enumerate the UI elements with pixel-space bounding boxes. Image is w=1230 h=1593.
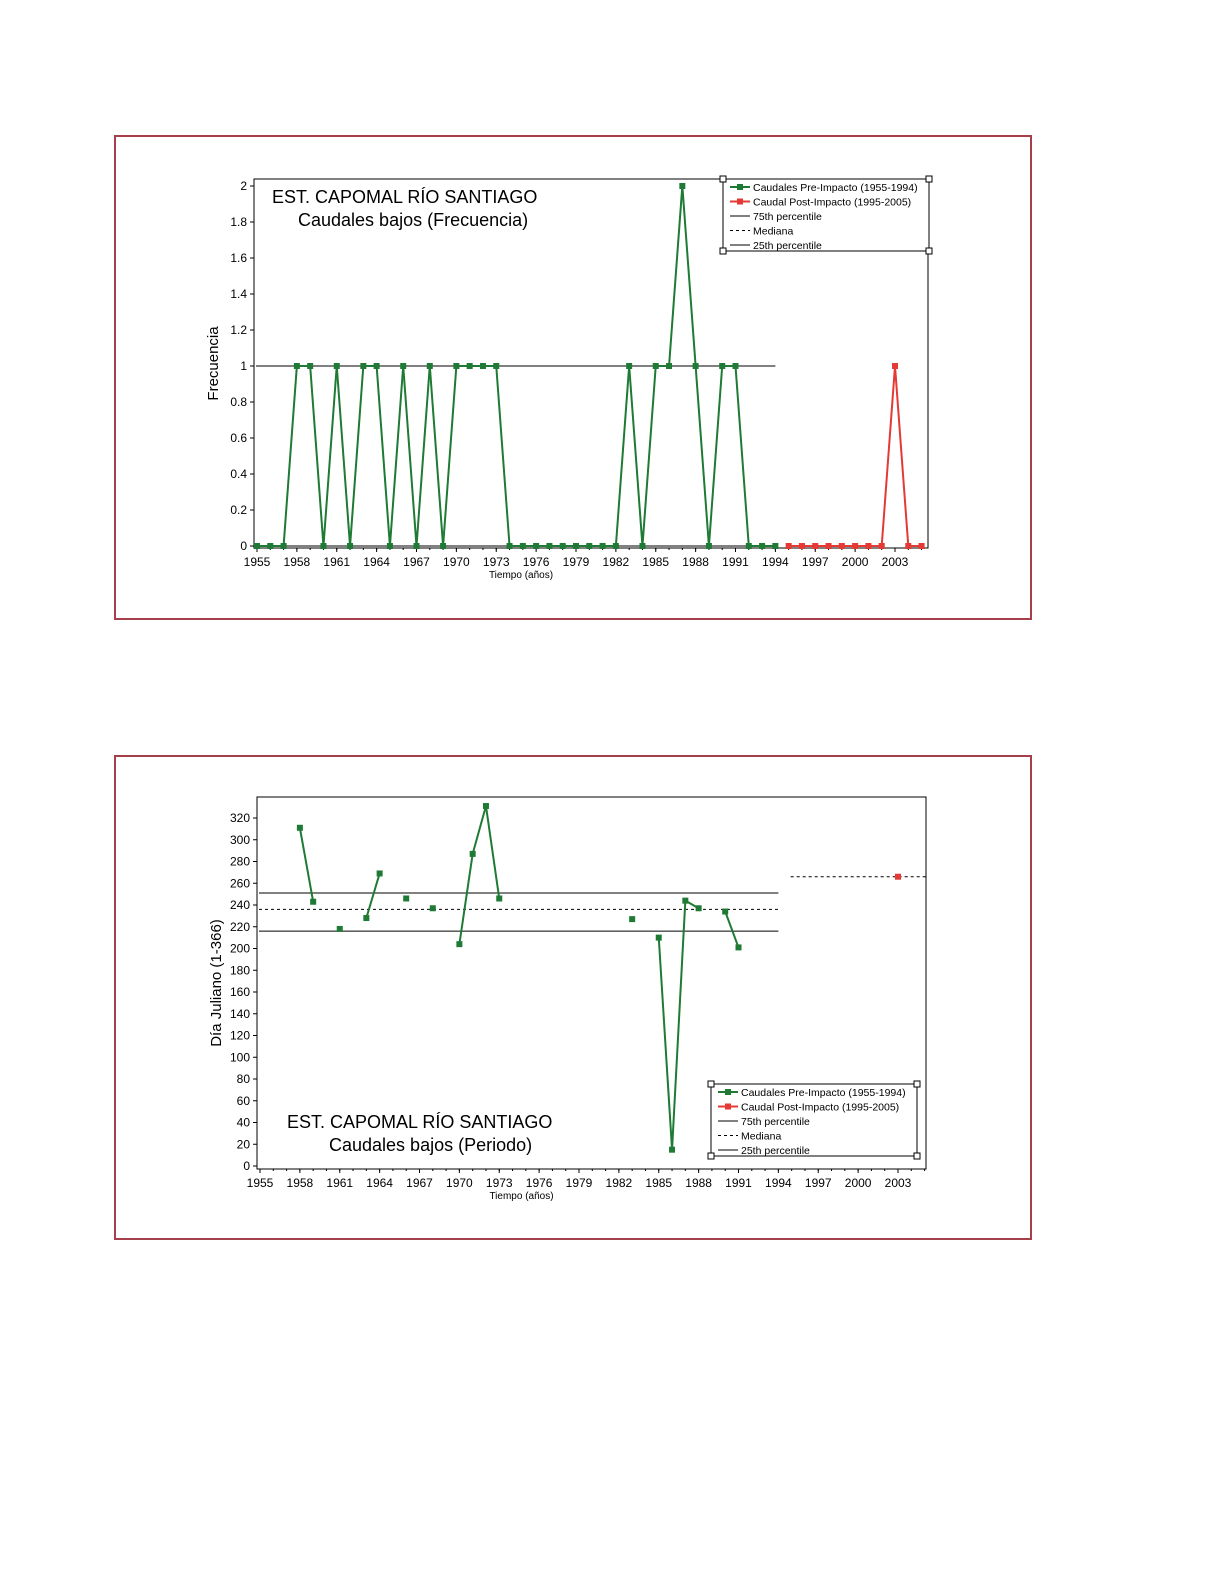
y-tick-label: 120 [229, 1028, 250, 1043]
x-axis-label: Tiempo (años) [489, 1191, 554, 1202]
y-tick-label: 180 [229, 963, 250, 978]
legend-label: Mediana [753, 225, 794, 238]
y-tick-label: 2 [240, 179, 247, 193]
pre-impact-point [453, 363, 459, 369]
pre-impact-point [294, 363, 300, 369]
post-impact-point [905, 543, 911, 549]
pre-impact-point [414, 543, 420, 549]
legend-handle [708, 1081, 714, 1087]
x-tick-label: 1970 [446, 1176, 473, 1190]
legend-handle [914, 1153, 920, 1159]
x-tick-label: 1997 [804, 1176, 832, 1190]
pre-impact-point [307, 363, 313, 369]
legend-handle [708, 1153, 714, 1159]
x-tick-label: 1958 [286, 1176, 314, 1190]
chart-frequency-frame [114, 135, 1032, 620]
pre-impact-point [267, 543, 273, 549]
legend-handle [914, 1081, 920, 1087]
pre-impact-point [656, 935, 662, 941]
x-tick-label: 1967 [406, 1176, 433, 1190]
legend-handle [720, 176, 726, 182]
pre-impact-point [639, 543, 645, 549]
pre-impact-point [546, 543, 552, 549]
legend-label: Caudales Pre-Impacto (1955-1994) [753, 182, 918, 194]
legend-label: 75th percentile [753, 211, 822, 223]
x-tick-label: 2000 [844, 1176, 872, 1190]
y-tick-label: 20 [236, 1137, 250, 1152]
pre-impact-point [334, 363, 340, 369]
legend-swatch-marker [725, 1089, 731, 1095]
pre-impact-point [363, 915, 369, 921]
x-tick-label: 1973 [482, 555, 510, 569]
pre-impact-point [722, 909, 728, 915]
x-tick-label: 2000 [841, 555, 869, 569]
post-impact-point [852, 543, 858, 549]
pre-impact-point [560, 543, 566, 549]
legend-swatch-marker [737, 184, 743, 190]
post-impact-point [865, 543, 871, 549]
pre-impact-point [403, 895, 409, 901]
pre-impact-point [746, 543, 752, 549]
pre-impact-point [480, 363, 486, 369]
legend-label: 75th percentile [741, 1116, 810, 1128]
y-tick-label: 0.6 [230, 431, 247, 445]
x-tick-label: 1985 [642, 555, 670, 569]
pre-impact-point [653, 363, 659, 369]
x-tick-label: 1961 [326, 1176, 354, 1190]
y-tick-label: 1.4 [230, 287, 247, 301]
y-tick-label: 1 [240, 359, 247, 373]
x-axis-label: Tiempo (años) [488, 570, 554, 581]
y-tick-label: 80 [236, 1072, 250, 1086]
x-tick-label: 1976 [525, 1176, 553, 1190]
y-tick-label: 0.2 [230, 503, 247, 517]
legend-handle [720, 248, 726, 254]
y-tick-label: 280 [229, 854, 250, 869]
post-impact-point [839, 543, 845, 549]
legend-label: 25th percentile [753, 240, 822, 252]
pre-impact-point [533, 543, 539, 549]
x-tick-label: 1976 [522, 555, 550, 569]
legend-label: Caudales Pre-Impacto (1955-1994) [741, 1087, 906, 1099]
y-tick-label: 300 [229, 832, 250, 847]
post-impact-point [895, 874, 901, 880]
legend-handle [926, 176, 932, 182]
x-tick-label: 1967 [403, 555, 430, 569]
chart-title: EST. CAPOMAL RÍO SANTIAGO [287, 1112, 553, 1132]
pre-impact-point [374, 363, 380, 369]
x-tick-label: 1979 [565, 1176, 593, 1190]
post-impact-point [879, 543, 885, 549]
x-tick-label: 2003 [881, 555, 909, 569]
y-tick-label: 0 [243, 1159, 250, 1173]
pre-impact-point [297, 825, 303, 831]
y-tick-label: 240 [229, 898, 250, 912]
pre-impact-point [387, 543, 393, 549]
pre-impact-point [281, 543, 287, 549]
pre-impact-point [679, 183, 685, 189]
legend-label: Caudal Post-Impacto (1995-2005) [753, 196, 912, 209]
pre-impact-point [507, 543, 513, 549]
x-tick-label: 1994 [762, 555, 789, 569]
x-tick-label: 1970 [443, 555, 470, 569]
pre-impact-point [629, 916, 635, 922]
post-impact-point [812, 543, 818, 549]
y-tick-label: 260 [229, 876, 250, 891]
x-tick-label: 1964 [366, 1176, 393, 1190]
x-tick-label: 1958 [283, 555, 311, 569]
pre-impact-point [347, 543, 353, 549]
pre-impact-point [696, 905, 702, 911]
x-tick-label: 1973 [485, 1176, 513, 1190]
pre-impact-point [693, 363, 699, 369]
pre-impact-point [310, 899, 316, 905]
pre-impact-point [470, 851, 476, 857]
x-tick-label: 2003 [884, 1176, 912, 1190]
chart-subtitle: Caudales bajos (Frecuencia) [298, 210, 529, 230]
y-tick-label: 1.6 [230, 251, 247, 265]
y-tick-label: 0.4 [230, 467, 247, 481]
chart-title: EST. CAPOMAL RÍO SANTIAGO [272, 187, 538, 207]
pre-impact-point [669, 1147, 675, 1153]
y-tick-label: 1.2 [230, 323, 247, 337]
y-tick-label: 200 [229, 941, 250, 956]
pre-impact-point [456, 941, 462, 947]
pre-impact-point [772, 543, 778, 549]
pre-impact-point [360, 363, 366, 369]
pre-impact-point [520, 543, 526, 549]
pre-impact-point [573, 543, 579, 549]
x-tick-label: 1964 [363, 555, 390, 569]
pre-impact-point [733, 363, 739, 369]
chart-frequency [116, 137, 1030, 618]
pre-impact-point [666, 363, 672, 369]
chart-subtitle: Caudales bajos (Periodo) [329, 1135, 533, 1155]
x-tick-label: 1994 [765, 1176, 792, 1190]
legend-label: Mediana [741, 1130, 782, 1143]
legend-handle [926, 248, 932, 254]
post-impact-point [799, 543, 805, 549]
y-tick-label: 40 [236, 1115, 250, 1130]
pre-impact-point [440, 543, 446, 549]
y-tick-label: 160 [229, 985, 250, 999]
pre-impact-point [254, 543, 260, 549]
pre-impact-point [430, 905, 436, 911]
x-tick-label: 1988 [682, 555, 709, 569]
y-tick-label: 140 [229, 1006, 250, 1021]
pre-impact-point [682, 898, 688, 904]
pre-impact-point [493, 363, 499, 369]
y-axis-label: Frecuencia [205, 326, 222, 401]
pre-impact-point [736, 944, 742, 950]
x-tick-label: 1955 [246, 1176, 274, 1190]
y-tick-label: 0.8 [230, 395, 247, 409]
legend-label: 25th percentile [741, 1145, 810, 1157]
legend-swatch-marker [737, 199, 743, 205]
x-tick-label: 1982 [602, 555, 630, 569]
y-tick-label: 1.8 [230, 215, 247, 229]
x-tick-label: 1997 [801, 555, 829, 569]
pre-impact-point [467, 363, 473, 369]
x-tick-label: 1991 [722, 555, 749, 569]
y-tick-label: 320 [229, 811, 250, 825]
post-impact-point [826, 543, 832, 549]
pre-impact-point [427, 363, 433, 369]
pre-impact-point [496, 895, 502, 901]
y-tick-label: 220 [229, 919, 250, 934]
pre-impact-point [320, 543, 326, 549]
x-tick-label: 1988 [685, 1176, 712, 1190]
pre-impact-point [626, 363, 632, 369]
post-impact-point [919, 543, 925, 549]
pre-impact-point [337, 926, 343, 932]
y-tick-label: 60 [236, 1093, 250, 1108]
legend-label: Caudal Post-Impacto (1995-2005) [741, 1101, 900, 1114]
x-tick-label: 1982 [605, 1176, 633, 1190]
pre-impact-point [483, 803, 489, 809]
x-tick-label: 1985 [645, 1176, 673, 1190]
x-tick-label: 1991 [725, 1176, 752, 1190]
pre-impact-point [377, 870, 383, 876]
x-tick-label: 1961 [323, 555, 351, 569]
pre-impact-point [719, 363, 725, 369]
chart-period [116, 757, 1030, 1238]
pre-impact-point [759, 543, 765, 549]
pre-impact-point [613, 543, 619, 549]
post-impact-point [892, 363, 898, 369]
pre-impact-point [706, 543, 712, 549]
post-impact-point [786, 543, 792, 549]
y-tick-label: 100 [229, 1050, 250, 1065]
y-axis-label: Día Juliano (1-366) [208, 919, 225, 1047]
chart-period-frame [114, 755, 1032, 1240]
x-tick-label: 1979 [562, 555, 590, 569]
y-tick-label: 0 [240, 539, 247, 553]
x-tick-label: 1955 [243, 555, 271, 569]
legend-swatch-marker [725, 1104, 731, 1110]
pre-impact-point [600, 543, 606, 549]
pre-impact-point [400, 363, 406, 369]
pre-impact-point [586, 543, 592, 549]
